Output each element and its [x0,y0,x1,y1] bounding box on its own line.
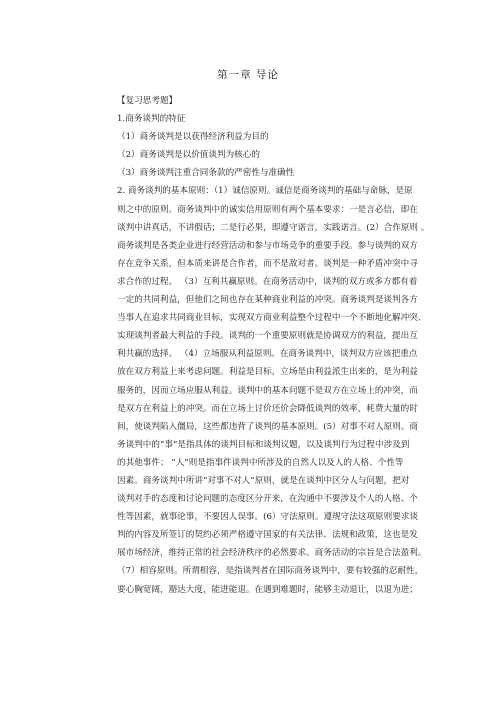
text-line: 谈判对手的态度和讨论问题的态度区分开来，在沟通中不要涉及个人的人格、个 [117,494,418,505]
text-line: （3）商务谈判注重合同条款的严密性与准确性 [117,168,295,179]
text-line: 实现谈判者最大利益的手段。谈判的一个重要原则就是协调双方的利益，提出互 [117,331,418,342]
text-line: 当事人在追求共同商业目标，实现双方商业利益整个过程中一个不断地化解冲突、 [117,313,427,324]
text-line: 商务谈判是各类企业进行经营活动和参与市场竞争的重要手段。参与谈判的双方 [117,240,418,251]
text-line: 因素。商务谈判中所讲“对事不对人”原则，就是在谈判中区分人与问题，把对 [117,475,410,486]
text-line: 放在双方利益上来考虑问题。利益是目标，立场是由利益派生出来的，是为利益 [117,367,418,378]
text-line: （7）相容原则。所谓相容，是指谈判者在国际商务谈判中，要有较强的忍耐性， [117,566,424,577]
text-line: 间，使谈判陷入僵局，这些都违背了谈判的基本原则。(5）对事不对人原则。商 [117,421,419,432]
text-line: 是双方在利益上的冲突。而在立场上讨价还价会降低谈判的效率，耗费大量的时 [117,403,418,414]
text-line: 展市场经济，维持正常的社会经济秩序的必然要求。商务活动的宗旨是合法盈利。 [117,548,427,559]
text-line: 存在竞争关系，但本质来讲是合作者，而不是敌对者。谈判是一种矛盾冲突中寻 [117,258,418,269]
section-heading: 【复习思考题】 [117,96,178,106]
text-line: 务谈判中的“事”是指具体的谈判目标和谈判议题，以及谈判行为过程中涉及到 [117,439,410,450]
text-line: 判的内容及所签订的契约必须严格遵守国家的有关法律、法规和政策，这也是发 [117,530,418,541]
text-line: 谈判中讲真话，不讲假话；二是行必果，即遵守诺言，实践诺言。(2）合作原则 。 [117,222,430,233]
text-line: 则之中的原则。商务谈判中的诚实信用原则有两个基本要求：一是言必信，即在 [117,204,418,215]
text-line: 2. 商务谈判的基本原则：（1）诚信原则。诚信是商务谈判的基础与命脉，是原 [117,186,413,197]
text-line: （2）商务谈判是以价值谈判为核心的 [117,150,260,161]
text-line: （1）商务谈判是以获得经济利益为目的 [117,132,269,143]
text-line: 1.商务谈判的特征 [117,114,186,125]
text-line: 求合作的过程。 （3）互利共赢原则。在商务活动中，谈判的双方或多方都有着 [117,276,418,287]
chapter-title: 第一章 导论 [217,69,279,81]
text-line: 服务的，因而立场应服从利益。谈判中的基本问题不是双方在立场上的冲突，而 [117,385,418,396]
text-line: 利共赢的选择。 （4）立场服从利益原则。在商务谈判中，谈判双方应该把重点 [117,349,418,360]
text-line: 的其他事件； “人”则是指事件谈判中所涉及的自然人以及人的人格、个性等 [117,457,404,468]
text-line: 要心胸宽阔，豁达大度，能进能退。在遇到难题时，能够主动退让，以退为进； [117,584,418,595]
text-line: 一定的共同利益，但他们之间也存在某种商业利益的冲突。商务谈判是谈判各方 [117,295,418,306]
text-line: 性等因素，就事论事，不要因人误事。(6）守法原则。遵规守法这项原则要求谈 [117,512,419,523]
document-body [117,92,430,599]
